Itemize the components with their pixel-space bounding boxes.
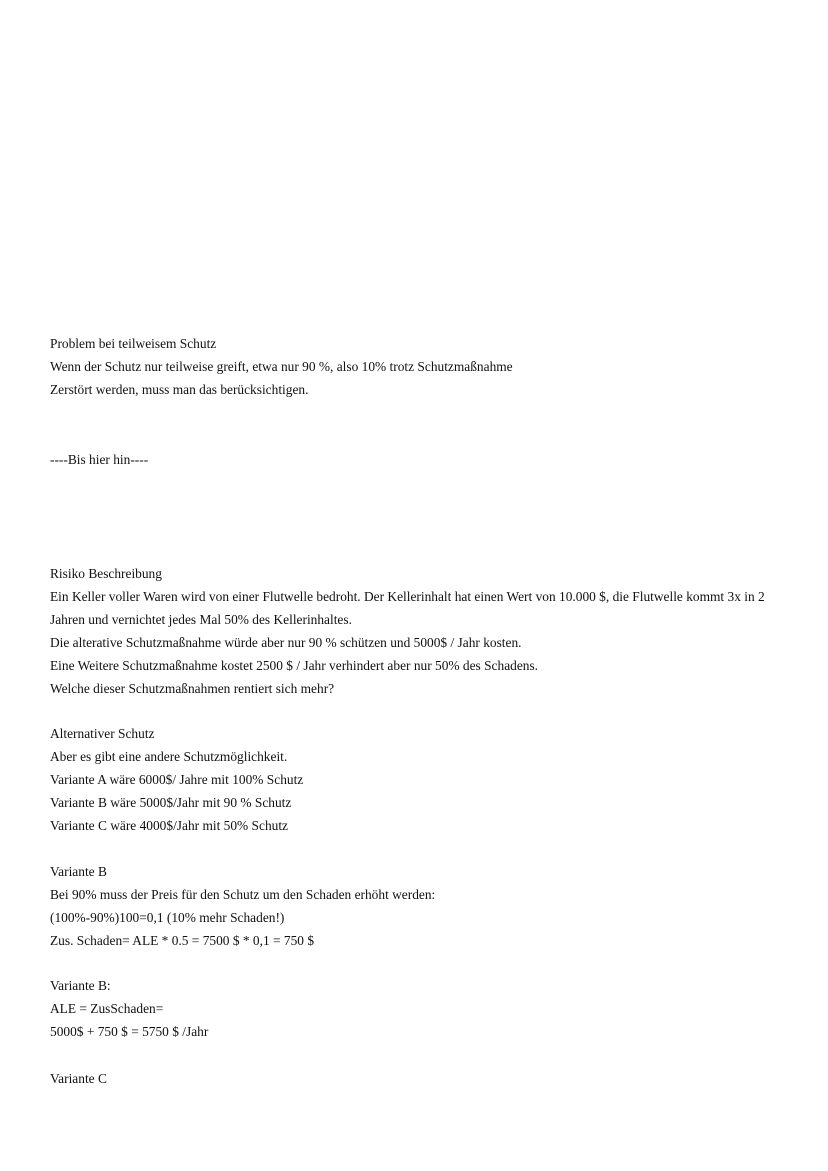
text-line: Eine Weitere Schutzmaßnahme kostet 2500 $ / Jahr verhindert aber nur 50% des Schadens. [50, 658, 539, 673]
section-variant-c [50, 1067, 790, 1090]
section-variant-b-result [50, 974, 790, 1043]
text-line: ALE = ZusSchaden= [50, 1001, 164, 1016]
text-line: Variante C wäre 4000$/Jahr mit 50% Schutz [50, 818, 288, 833]
text-line: Variante B wäre 5000$/Jahr mit 90 % Schutz [50, 795, 292, 810]
text-line: Zus. Schaden= ALE * 0.5 = 7500 $ * 0,1 = 750 $ [50, 933, 315, 948]
section-heading: Risiko Beschreibung [50, 566, 162, 581]
section-heading: Problem bei teilweisem Schutz [50, 336, 217, 351]
text-line: Wenn der Schutz nur teilweise greift, etwa nur 90 %, also 10% trotz Schutzmaßnahme [50, 359, 513, 374]
risk-paragraph: Ein Keller voller Waren wird von einer Flutwelle bedroht. Der Kellerinhalt hat einen Wert von 10.000 $, die Flutwelle kommt 3x in 2 Jahren und vernichtet jedes Mal 50% des Kellerinhaltes. [50, 589, 765, 627]
section-heading: Variante C [50, 1071, 107, 1086]
section-heading: Variante B [50, 864, 107, 879]
text-line: Variante A wäre 6000$/ Jahre mit 100% Schutz [50, 772, 304, 787]
section-marker [50, 448, 790, 471]
section-variant-b [50, 860, 790, 952]
text-line: Zerstört werden, muss man das berücksichtigen. [50, 382, 309, 397]
section-partial-protection [50, 332, 790, 401]
text-line: Bei 90% muss der Preis für den Schutz um den Schaden erhöht werden: [50, 887, 436, 902]
text-line: Welche dieser Schutzmaßnahmen rentiert sich mehr? [50, 681, 335, 696]
text-line: 5000$ + 750 $ = 5750 $ /Jahr [50, 1024, 209, 1039]
text-line: Die alterative Schutzmaßnahme würde aber nur 90 % schützen und 5000$ / Jahr kosten. [50, 635, 522, 650]
section-heading: Variante B: [50, 978, 111, 993]
section-risk-description [50, 562, 790, 700]
section-heading: Alternativer Schutz [50, 726, 155, 741]
marker-text: ----Bis hier hin---- [50, 452, 149, 467]
text-line: (100%-90%)100=0,1 (10% mehr Schaden!) [50, 910, 285, 925]
text-line: Aber es gibt eine andere Schutzmöglichkeit. [50, 749, 288, 764]
section-alternative-protection [50, 722, 790, 837]
